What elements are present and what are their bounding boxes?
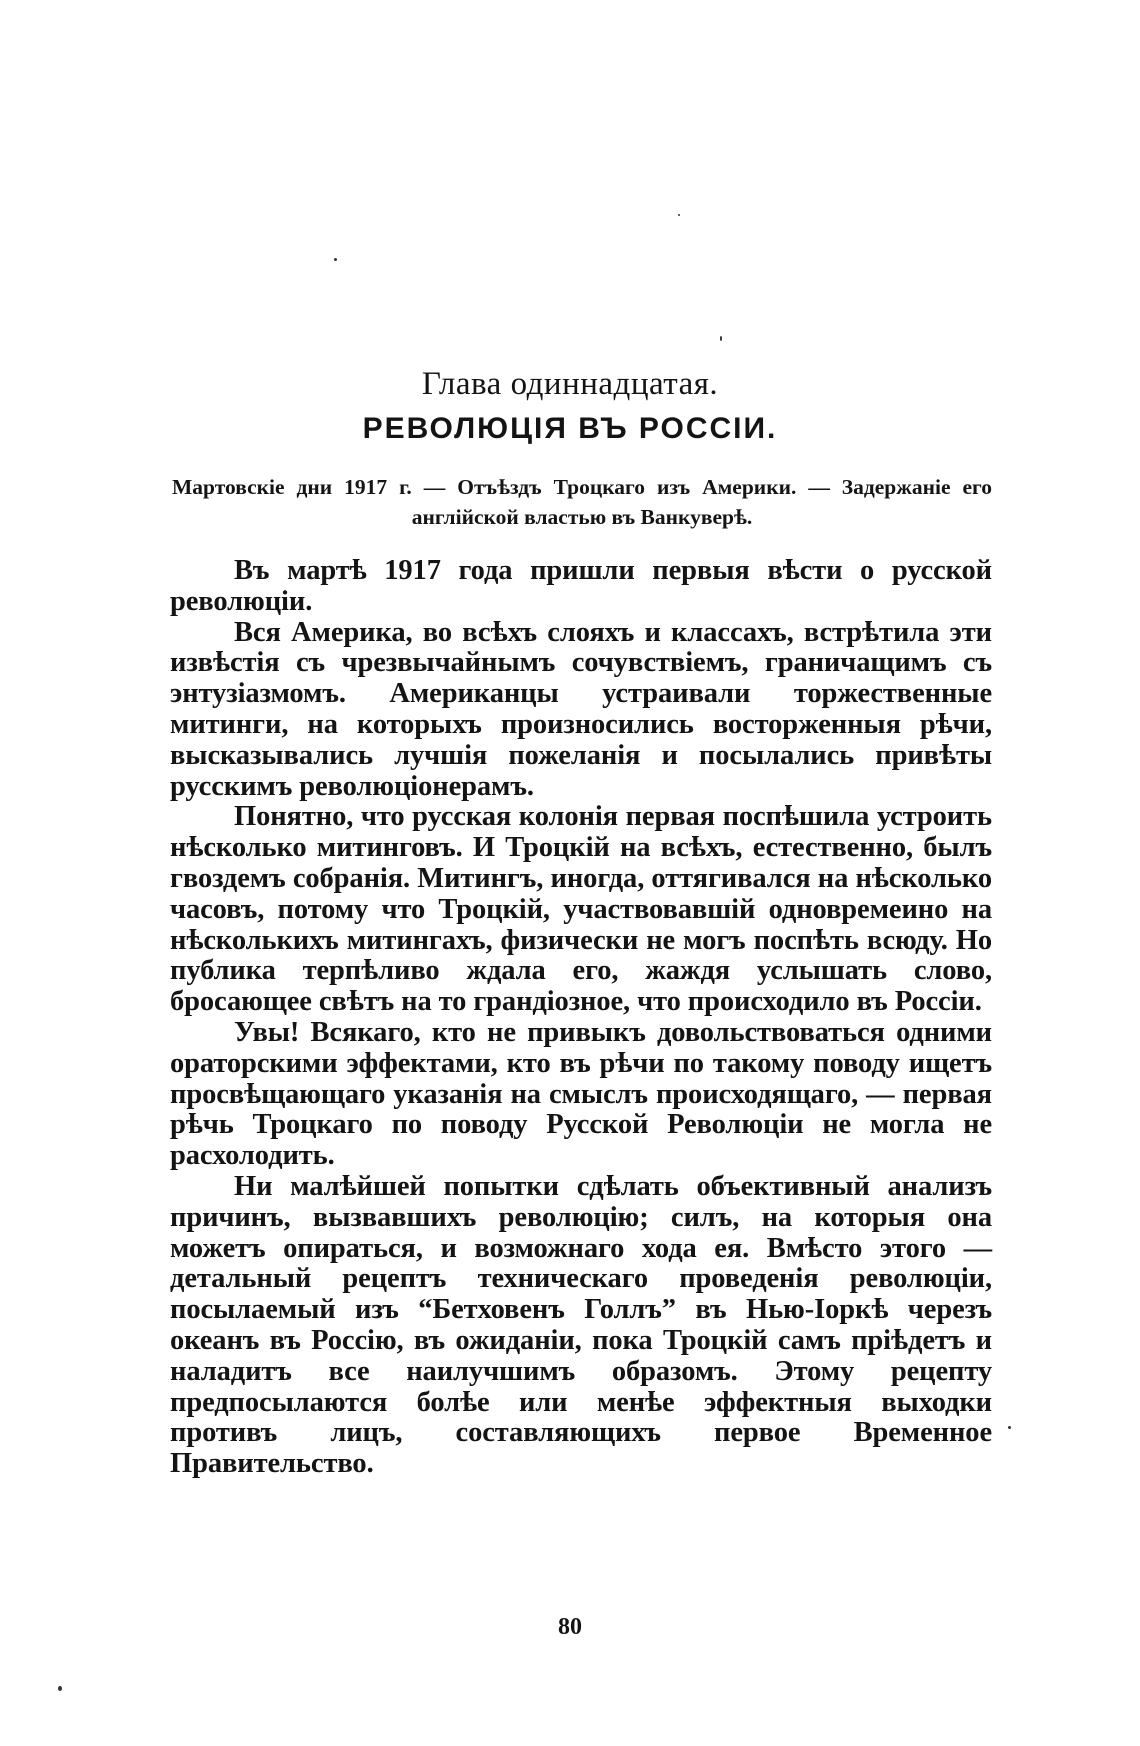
paragraph: Увы! Всякаго, кто не привыкъ довольствоваться одними ораторскими эффектами, кто въ рѣчи по такому поводу ищетъ просвѣщающаго указанія на смыслъ происходящаго, — первая рѣчь Троцкаго по поводу Русской Революціи не могла не расхолодить. [170, 1016, 992, 1172]
scan-speck [58, 1686, 62, 1691]
paragraph: Въ мартѣ 1917 года пришли первыя вѣсти о русской революціи. [170, 555, 992, 617]
chapter-label: Глава одиннадцатая. [421, 366, 719, 402]
page-number: 80 [558, 1614, 582, 1640]
body-text [170, 556, 992, 1480]
scan-speck [720, 336, 722, 341]
paragraph: Ни малѣйшей попытки сдѣлать объективный анализъ причинъ, вызвавшихъ революцію; силъ, на которыя она можетъ опираться, и возможнаго хода ея. Вмѣсто этого — детальный рецептъ техническаго проведенія революціи, посылаемый изъ “Бетховенъ Голлъ” въ Нью-Іоркѣ черезъ океанъ въ Россію, въ ожиданіи, пока Троцкій самъ пріѣдетъ и наладитъ все наилучшимъ образомъ. Этому рецепту предпосылаются болѣе или менѣе эффектныя выходки противъ лицъ, составляющихъ первое Временное Правительство. [170, 1170, 992, 1480]
chapter-summary: Мартовскіе дни 1917 г. — Отъѣздъ Троцкаго изъ Америки. — Задержаніе его англійской властью въ Ванкуверѣ. [172, 475, 992, 529]
scan-speck [334, 258, 337, 261]
paragraph: Понятно, что русская колонія первая поспѣшила устроить нѣсколько митинговъ. И Троцкій на всѣхъ, естественно, былъ гвоздемъ собранія. Митингъ, иногда, оттягивался на нѣсколько часовъ, потому что Троцкій, участвовавшій одновремеино на нѣсколькихъ митингахъ, физически не могъ поспѣть всюду. Но публика терпѣливо ждала его, жаждя услышать слово, бросающее свѣтъ на то грандіозное, что происходило въ Россіи. [170, 801, 992, 1018]
scan-speck [1008, 1426, 1011, 1429]
paragraph: Вся Америка, во всѣхъ слояхъ и классахъ, встрѣтила эти извѣстія съ чрезвычайнымъ сочувствіемъ, граничащимъ съ энтузіазмомъ. Американцы устраивали торжественные митинги, на которыхъ произносились восторженныя рѣчи, высказывались лучшія пожеланія и посылались привѣты русскимъ революціонерамъ. [170, 616, 992, 802]
scan-speck [678, 214, 680, 216]
chapter-title: РЕВОЛЮЦІЯ ВЪ РОССІИ. [362, 412, 778, 445]
